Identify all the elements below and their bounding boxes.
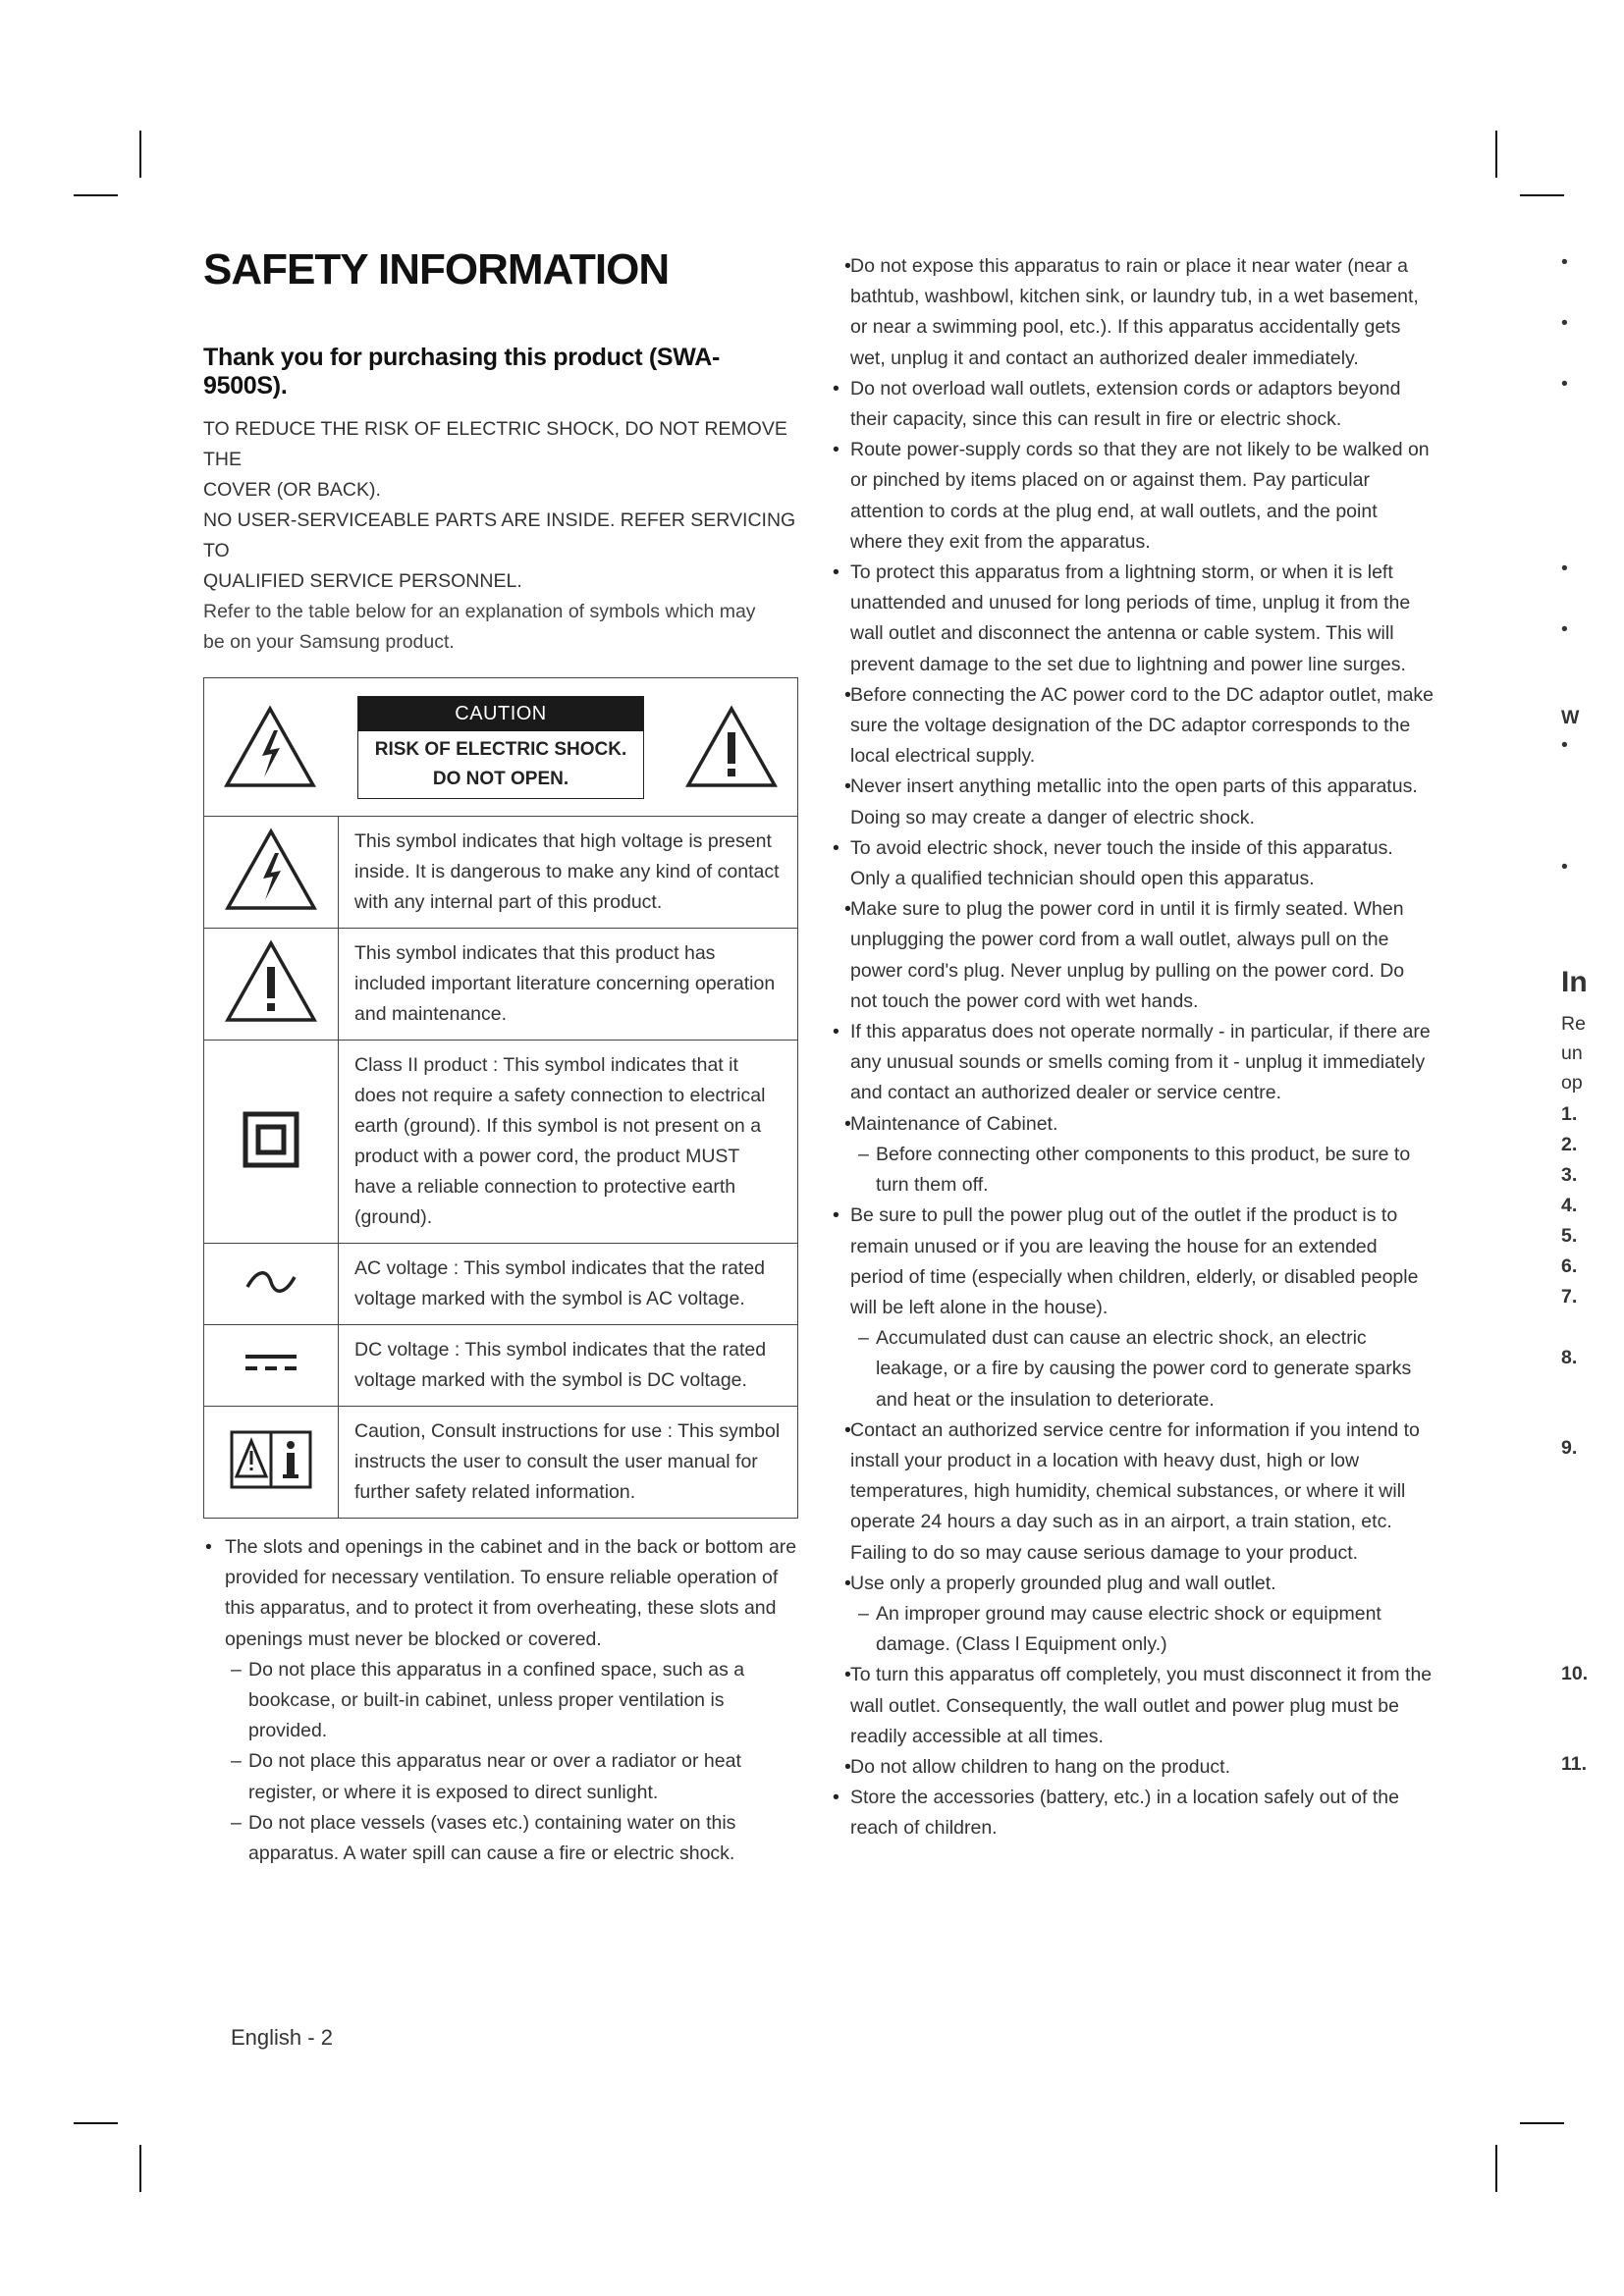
list-item: • Make sure to plug the power cord in until it is firmly seated. When unplugging the power cord from a wall outlet, always pull on the power cord's plug. Never unplug by pulling on the power cord. Do not touch the power cord with wet hands. (831, 894, 1435, 1017)
list-item: • Store the accessories (battery, etc.) in a location safely out of the reach of children. (831, 1783, 1435, 1843)
list-item: • Maintenance of Cabinet. (831, 1109, 1435, 1140)
symbol-description: This symbol indicates that high voltage is present inside. It is dangerous to make any kind of contact with any internal part of this product. (339, 817, 798, 929)
crop-mark (1495, 131, 1497, 178)
step-number: 8. (1561, 1347, 1578, 1368)
caution-row (204, 678, 798, 817)
list-item: • Do not allow children to hang on the product. (831, 1752, 1435, 1783)
list-item: • Contact an authorized service centre for information if you intend to install your product in a location with heavy dust, high or low temperatures, high humidity, chemical substances, or where it will operate 24 hours a day such as in an airport, a train station, etc. Failing to do so may cause serious damage to your product. (831, 1415, 1435, 1569)
list-item: • If this apparatus does not operate normally - in particular, if there are any unusual sounds or smells coming from it - unplug it immediately and contact an authorized dealer or service centre. (831, 1017, 1435, 1109)
left-column (203, 245, 798, 1869)
symbol-row (204, 929, 798, 1041)
intro-line: COVER (OR BACK). (203, 479, 381, 501)
exclamation-warning-icon (224, 939, 318, 1024)
exclamation-warning-icon (684, 705, 779, 789)
list-item: • Before connecting the AC power cord to the DC adaptor outlet, make sure the voltage designation of the DC adaptor corresponds to the local electrical supply. (831, 680, 1435, 773)
safety-sublist (831, 1140, 1435, 1201)
list-item: – Do not place this apparatus in a confined space, such as a bookcase, or built-in cabinet, unless proper ventilation is provided. (248, 1655, 798, 1747)
safety-list (831, 251, 1435, 1140)
crop-mark (139, 131, 141, 178)
list-item: • Do not expose this apparatus to rain or place it near water (near a bathtub, washbowl, kitchen sink, or laundry tub, in a wet basement, or near a swimming pool, etc.). If this apparatus accidentally gets wet, unplug it and contact an authorized dealer immediately. (831, 251, 1435, 374)
symbol-description: DC voltage : This symbol indicates that the rated voltage marked with the symbol is DC voltage. (339, 1325, 798, 1407)
crop-mark (139, 2145, 141, 2192)
list-item: • Be sure to pull the power plug out of the outlet if the product is to remain unused or if you are leaving the house for an extended period of time (especially when children, elderly, or disabled people will be left alone in the house). (831, 1201, 1435, 1323)
text-fragment: op (1561, 1072, 1583, 1094)
caution-line: DO NOT OPEN. (432, 768, 569, 789)
intro-line: QUALIFIED SERVICE PERSONNEL. (203, 570, 522, 592)
ventilation-sublist (203, 1655, 798, 1869)
high-voltage-icon (223, 705, 317, 789)
middle-column (831, 251, 1435, 1844)
consult-instructions-icon (229, 1429, 313, 1490)
step-number: 6. (1561, 1255, 1578, 1277)
symbol-row (204, 1244, 798, 1325)
ventilation-list (203, 1532, 798, 1655)
symbol-description: AC voltage : This symbol indicates that the rated voltage marked with the symbol is AC voltage. (339, 1244, 798, 1325)
list-item: • (1561, 558, 1568, 579)
symbol-row (204, 1041, 798, 1244)
step-number: 10. (1561, 1663, 1589, 1684)
list-item: – Before connecting other components to this product, be sure to turn them off. (876, 1140, 1435, 1201)
list-item: • The slots and openings in the cabinet and in the back or bottom are provided for necessary ventilation. To ensure reliable operation of this apparatus, and to protect it from overheating, these slots and openings must never be blocked or covered. (203, 1532, 798, 1655)
text-fragment: un (1561, 1042, 1583, 1064)
safety-sublist (831, 1323, 1435, 1415)
crop-mark (74, 2122, 118, 2124)
step-number: 5. (1561, 1225, 1578, 1247)
step-number: 3. (1561, 1164, 1578, 1186)
list-item: • Route power-supply cords so that they are not likely to be walked on or pinched by items placed on or against them. Pay particular attention to cords at the plug end, at wall outlets, and the point where they exit from the apparatus. (831, 435, 1435, 558)
crop-mark (74, 194, 118, 196)
step-number: 1. (1561, 1103, 1578, 1125)
list-item: • (1561, 312, 1568, 334)
cropped-next-column (1561, 251, 1624, 1783)
intro-line: NO USER-SERVICEABLE PARTS ARE INSIDE. REFER SERVICING TO (203, 509, 796, 561)
intro-line: be on your Samsung product. (203, 631, 455, 653)
symbol-table (203, 677, 798, 1519)
high-voltage-icon (224, 828, 318, 912)
intro-line: Refer to the table below for an explanation of symbols which may (203, 601, 756, 622)
symbol-row (204, 1325, 798, 1407)
page-footer: English - 2 (231, 2025, 333, 2050)
symbol-row (204, 1407, 798, 1519)
list-item: – Do not place vessels (vases etc.) containing water on this apparatus. A water spill can cause a fire or electric shock. (248, 1808, 798, 1869)
caution-heading: CAUTION (358, 697, 643, 731)
list-item: • (1561, 373, 1568, 395)
list-item: • (1561, 856, 1568, 878)
caution-label-box (357, 696, 644, 799)
step-number: 9. (1561, 1437, 1578, 1459)
step-number: 4. (1561, 1195, 1578, 1216)
list-item: • To protect this apparatus from a lightning storm, or when it is left unattended and unused for long periods of time, unplug it from the wall outlet and disconnect the antenna or cable system. This will prevent damage to the set due to lightning and power line surges. (831, 558, 1435, 680)
safety-sublist (831, 1599, 1435, 1660)
list-item: – An improper ground may cause electric shock or equipment damage. (Class l Equipment only.) (876, 1599, 1435, 1660)
list-item: • (1561, 734, 1568, 756)
text-fragment: Re (1561, 1013, 1586, 1035)
ac-voltage-tilde-icon (242, 1267, 300, 1297)
safety-list (831, 1415, 1435, 1599)
safety-list (831, 1660, 1435, 1843)
safety-list (831, 1201, 1435, 1323)
symbol-description: This symbol indicates that this product has included important literature concerning operation and maintenance. (339, 929, 798, 1041)
class-ii-double-square-icon (242, 1110, 300, 1169)
page-title: SAFETY INFORMATION (203, 245, 670, 294)
step-number: 2. (1561, 1134, 1578, 1155)
step-number: 7. (1561, 1286, 1578, 1308)
symbol-description: Class II product : This symbol indicates that it does not require a safety connection to electrical earth (ground). If this symbol is not present on a product with a power cord, the product MUST have a reliable connection to protective earth (ground). (339, 1041, 798, 1244)
product-thanks-heading: Thank you for purchasing this product (SWA-9500S). (203, 344, 720, 400)
list-item: • Never insert anything metallic into the open parts of this apparatus. Doing so may create a danger of electric shock. (831, 772, 1435, 832)
list-item: • (1561, 618, 1568, 640)
list-item: – Do not place this apparatus near or over a radiator or heat register, or where it is exposed to direct sunlight. (248, 1746, 798, 1807)
symbol-row (204, 817, 798, 929)
list-item: • Use only a properly grounded plug and wall outlet. (831, 1569, 1435, 1599)
section-heading: In (1561, 966, 1588, 998)
caution-line: RISK OF ELECTRIC SHOCK. (374, 738, 627, 760)
crop-mark (1520, 194, 1564, 196)
symbol-description: Caution, Consult instructions for use : This symbol instructs the user to consult the user manual for further safety related information. (339, 1407, 798, 1519)
list-item: • Do not overload wall outlets, extension cords or adaptors beyond their capacity, since this can result in fire or electric shock. (831, 374, 1435, 435)
crop-mark (1495, 2145, 1497, 2192)
crop-mark (1520, 2122, 1564, 2124)
intro-line: TO REDUCE THE RISK OF ELECTRIC SHOCK, DO NOT REMOVE THE (203, 418, 787, 470)
section-heading: W (1561, 707, 1580, 728)
list-item: • To turn this apparatus off completely, you must disconnect it from the wall outlet. Consequently, the wall outlet and power plug must be readily accessible at all times. (831, 1660, 1435, 1752)
list-item: – Accumulated dust can cause an electric shock, an electric leakage, or a fire by causing the power cord to generate sparks and heat or the insulation to deteriorate. (876, 1323, 1435, 1415)
list-item: • (1561, 251, 1568, 273)
step-number: 11. (1561, 1753, 1588, 1775)
dc-voltage-icon (244, 1349, 298, 1378)
list-item: • To avoid electric shock, never touch the inside of this apparatus. Only a qualified technician should open this apparatus. (831, 833, 1435, 894)
